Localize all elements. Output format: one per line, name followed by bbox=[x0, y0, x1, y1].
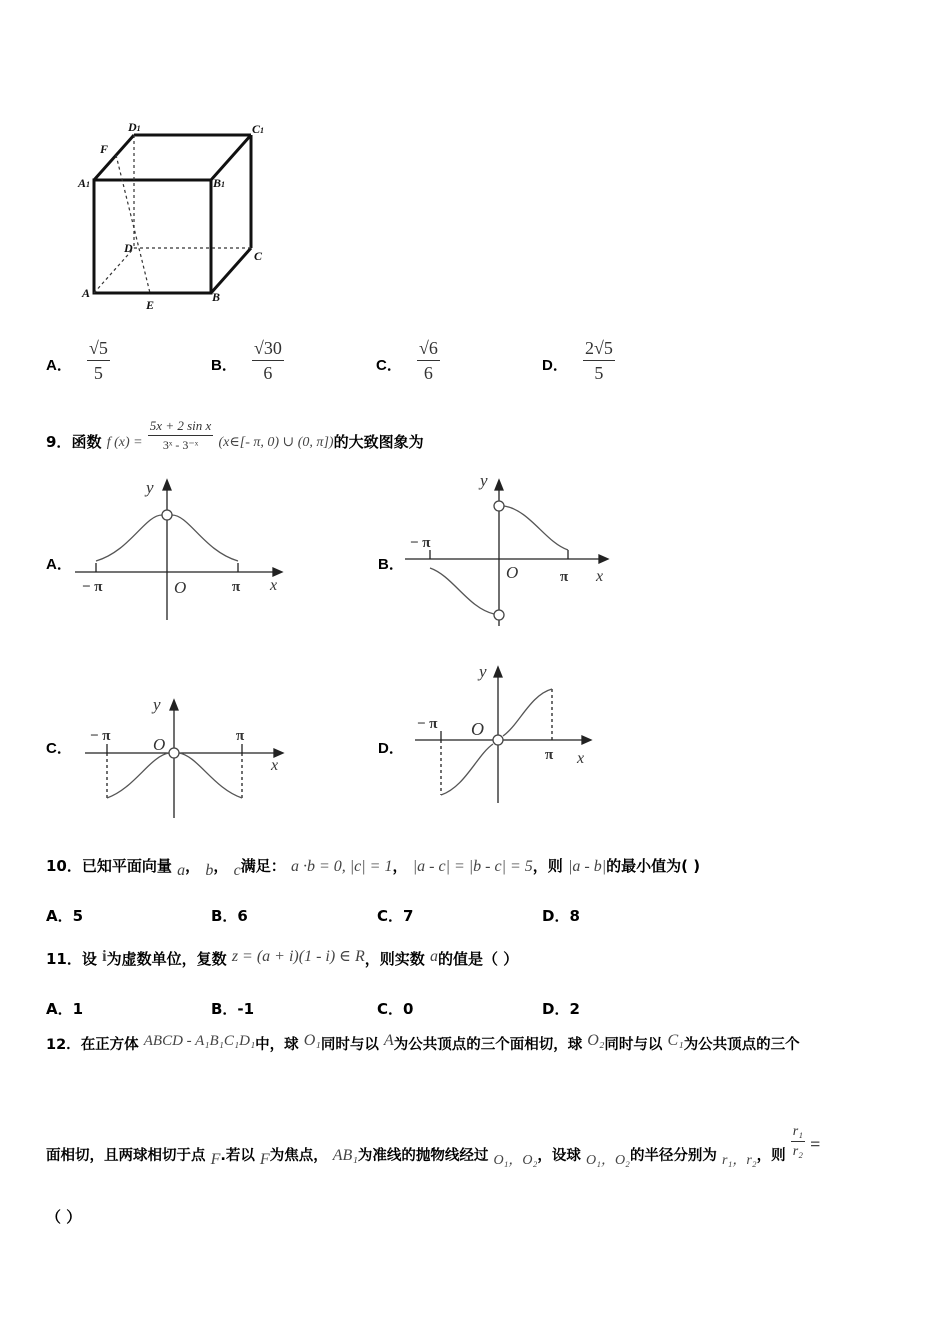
curve-right bbox=[504, 506, 568, 550]
pi-label: π bbox=[560, 569, 569, 585]
y-label: y bbox=[479, 662, 487, 681]
label-D1: D1 bbox=[128, 120, 141, 134]
label-E: E bbox=[146, 298, 155, 312]
q11-option-a[interactable]: A．1 bbox=[46, 1000, 84, 1018]
x-axis-arrow bbox=[274, 749, 283, 757]
y-label: y bbox=[153, 695, 161, 714]
q11-mid: 为虚数单位，复数 bbox=[106, 950, 227, 968]
sphere-o2: O₂ bbox=[587, 1032, 605, 1049]
q9-graph-d[interactable] bbox=[405, 655, 605, 805]
open-point bbox=[169, 748, 179, 758]
q8-options bbox=[46, 338, 686, 394]
equals-sign: = bbox=[810, 1134, 821, 1154]
directrix-ab1: AB₁ bbox=[332, 1147, 358, 1164]
q8-option-d[interactable] bbox=[542, 338, 615, 384]
q9-stem bbox=[46, 418, 424, 460]
q9-graph-a[interactable] bbox=[70, 475, 290, 625]
q10-option-d[interactable]: D．8 bbox=[542, 907, 580, 925]
focus-f: F bbox=[259, 1151, 270, 1168]
q12-t2: 同时与以 bbox=[320, 1037, 379, 1053]
vector-c: c bbox=[233, 862, 241, 879]
neg-pi-label: − π bbox=[410, 535, 431, 551]
cube-front-face bbox=[94, 180, 211, 293]
y-axis-arrow bbox=[494, 667, 502, 677]
question-number: 10． bbox=[46, 857, 82, 875]
option-fraction: $\frac{√30}{6}$ bbox=[253, 338, 282, 383]
vertex-a: A bbox=[383, 1032, 394, 1049]
label-A: A bbox=[82, 286, 91, 300]
option-letter: A． bbox=[46, 356, 72, 374]
q11-option-b[interactable]: B．-1 bbox=[211, 1000, 255, 1018]
ratio-fraction: $\frac{\text{r₁}}{\text{r₂}}$ bbox=[792, 1124, 804, 1159]
y-axis-arrow bbox=[170, 700, 178, 710]
q11-stem bbox=[46, 948, 518, 969]
x-label: x bbox=[577, 750, 585, 767]
q9-option-a-label[interactable]: A． bbox=[46, 556, 72, 573]
q9-graph-c[interactable] bbox=[75, 690, 295, 825]
spheres-o1-o2: O₁，O₂ bbox=[585, 1153, 630, 1168]
q12-line2 bbox=[46, 1124, 821, 1168]
label-F: F bbox=[100, 142, 109, 156]
separator: ， bbox=[392, 857, 408, 875]
q8-option-b[interactable] bbox=[211, 338, 284, 384]
q10-cond2: |a - c| = |b - c| = 5 bbox=[412, 858, 533, 875]
q9-pre: 函数 bbox=[71, 433, 102, 451]
q12-line2-f: 的半径分别为 bbox=[629, 1148, 717, 1164]
cube-figure bbox=[70, 115, 290, 315]
y-axis-arrow bbox=[163, 480, 171, 490]
q12-t5: 为公共顶点的三个 bbox=[683, 1037, 800, 1053]
option-fraction: $\frac{2√5}{5}$ bbox=[584, 338, 613, 383]
label-C1: C1 bbox=[252, 122, 265, 136]
q12-line2-c: 为焦点， bbox=[269, 1148, 328, 1164]
neg-pi-label: − π bbox=[82, 579, 103, 595]
q11-post1: ，则实数 bbox=[364, 950, 425, 968]
vertex-c1: C₁ bbox=[667, 1032, 684, 1049]
q12-line2-d: 为准线的抛物线经过 bbox=[357, 1148, 489, 1164]
pi-label: π bbox=[545, 747, 554, 763]
q10-pre: 已知平面向量 bbox=[81, 857, 172, 875]
question-number: 11． bbox=[46, 950, 82, 968]
vector-a: a bbox=[177, 862, 186, 879]
x-axis-arrow bbox=[582, 736, 591, 744]
label-C: C bbox=[254, 249, 263, 263]
label-B: B bbox=[212, 290, 221, 304]
q9-option-c-label[interactable]: C． bbox=[46, 740, 72, 757]
sphere-o1: O₁ bbox=[303, 1032, 321, 1049]
origin-label: O bbox=[153, 735, 166, 754]
q10-then: ，则 bbox=[532, 857, 563, 875]
imaginary-unit: i bbox=[102, 948, 107, 965]
y-axis-arrow bbox=[495, 480, 503, 490]
q9-option-d-label[interactable]: D． bbox=[378, 740, 404, 757]
curve-left bbox=[430, 568, 494, 614]
x-axis-arrow bbox=[273, 568, 282, 576]
q10-expr: |a - b| bbox=[568, 858, 607, 875]
q9-fraction: $\frac{\text{5x + 2 sin x}}{\text{3ˣ - 3⁻ˣ}}$ bbox=[149, 418, 212, 452]
q9-domain: (x∈[- π, 0) ∪ (0, π]) bbox=[218, 435, 334, 450]
q10-option-a[interactable]: A．5 bbox=[46, 907, 84, 925]
neg-pi-label: − π bbox=[417, 716, 438, 732]
option-fraction: $\frac{√6}{6}$ bbox=[418, 338, 438, 383]
radii-r1-r2: r₁，r₂ bbox=[722, 1153, 757, 1168]
separator: ， bbox=[185, 857, 201, 875]
q11-post2: 的值是（ ） bbox=[438, 950, 519, 968]
label-D: D bbox=[124, 241, 133, 255]
q10-post: 的最小值为( ) bbox=[606, 857, 701, 875]
x-label: x bbox=[271, 757, 279, 774]
open-point-bottom bbox=[494, 610, 504, 620]
q12-line2-e: ，设球 bbox=[537, 1148, 581, 1164]
variable-a: a bbox=[430, 948, 439, 965]
origin-label: O bbox=[174, 578, 187, 597]
label-A1: A1 bbox=[78, 176, 91, 190]
x-label: x bbox=[270, 577, 278, 594]
q12-line1 bbox=[46, 1033, 800, 1054]
q9-option-b-label[interactable]: B． bbox=[378, 556, 404, 573]
pi-label: π bbox=[232, 579, 241, 595]
neg-pi-label: − π bbox=[90, 728, 111, 744]
q10-cond1: a ·b = 0, |c| = 1 bbox=[290, 858, 393, 875]
option-fraction: $\frac{√5}{5}$ bbox=[88, 338, 108, 383]
y-label: y bbox=[480, 471, 488, 490]
q12-line2-g: ，则 bbox=[756, 1148, 786, 1164]
points-o1-o2: O₁，O₂ bbox=[493, 1153, 538, 1168]
q9-graph-b[interactable] bbox=[400, 468, 620, 633]
q11-expr: z = (a + i)(1 - i) ∈ R bbox=[231, 948, 365, 965]
q10-option-c[interactable]: C．7 bbox=[377, 907, 414, 925]
y-label: y bbox=[146, 478, 154, 497]
q12-t3: 为公共顶点的三个面相切，球 bbox=[393, 1037, 583, 1053]
origin-label: O bbox=[506, 563, 519, 582]
option-letter: B． bbox=[211, 356, 237, 374]
q12-t4: 同时与以 bbox=[604, 1037, 663, 1053]
q12-line2-a: 面相切，且两球相切于点 bbox=[46, 1148, 206, 1164]
open-point bbox=[162, 510, 172, 520]
q11-option-c[interactable]: C．0 bbox=[377, 1000, 414, 1018]
q9-fx: f (x) = bbox=[106, 435, 143, 450]
open-point bbox=[493, 735, 503, 745]
pi-label: π bbox=[236, 728, 245, 744]
q11-pre: 设 bbox=[81, 950, 97, 968]
q12-t1: 中，球 bbox=[255, 1037, 299, 1053]
origin-label: O bbox=[471, 719, 484, 739]
option-letter: D． bbox=[542, 356, 568, 374]
q8-option-a[interactable] bbox=[46, 338, 110, 384]
q9-post: 的大致图象为 bbox=[333, 433, 424, 451]
q12-cube: ABCD - A₁B₁C₁D₁ bbox=[143, 1033, 256, 1049]
vector-b: b bbox=[205, 862, 214, 879]
q12-pre: 在正方体 bbox=[80, 1037, 139, 1053]
question-number: 9． bbox=[46, 433, 72, 451]
x-axis-arrow bbox=[599, 555, 608, 563]
q11-option-d[interactable]: D．2 bbox=[542, 1000, 580, 1018]
open-point-top bbox=[494, 501, 504, 511]
q12-line2-b: .若以 bbox=[220, 1148, 255, 1164]
label-B1: B1 bbox=[213, 176, 226, 190]
option-letter: C． bbox=[376, 356, 402, 374]
question-number: 12． bbox=[46, 1037, 81, 1053]
x-label: x bbox=[596, 568, 604, 585]
q8-option-c[interactable] bbox=[376, 338, 440, 384]
q12-answer-blank[interactable]: （ ） bbox=[46, 1208, 82, 1226]
separator: ， bbox=[213, 857, 229, 875]
q10-cond-label: 满足： bbox=[240, 857, 286, 875]
point-f: F bbox=[210, 1151, 221, 1168]
q10-option-b[interactable]: B．6 bbox=[211, 907, 248, 925]
q10-stem bbox=[46, 855, 701, 879]
